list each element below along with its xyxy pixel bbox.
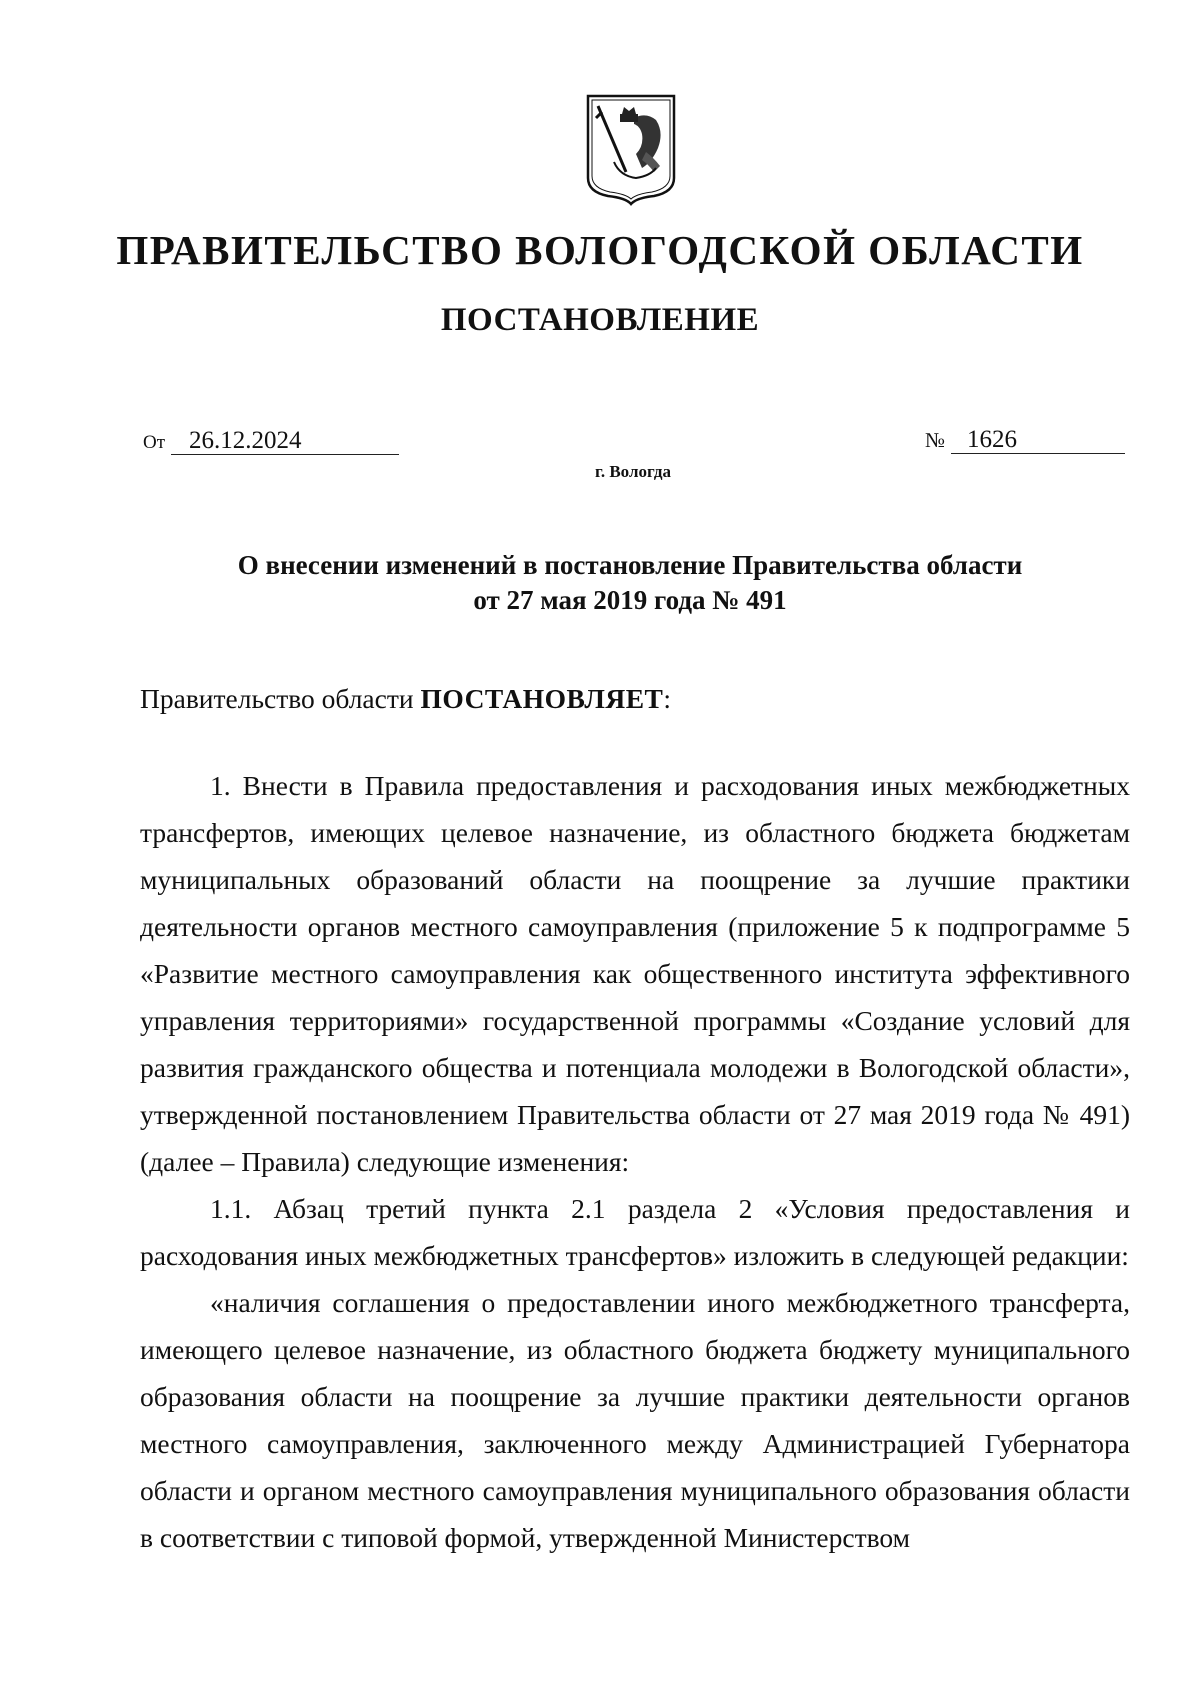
number-field (925, 427, 1125, 454)
number-value: 1626 (951, 427, 1125, 454)
paragraph-1: 1. Внести в Правила предоставления и расходования иных межбюджетных трансфертов, имеющих целевое назначение, из областного бюджета бюджетам муниципальных образований области на поощрение за лучшие практики деятельности органов местного самоуправления (приложение 5 к подпрограмме 5 «Развитие местного самоуправления как общественного института эффективного управления территориями» государственной программы «Создание условий для развития гражданского общества и потенциала молодежи в Вологодской области», утвержденной постановлением Правительства области от 27 мая 2019 года № 491) (далее – Правила) следующие изменения: (140, 770, 1130, 1177)
paragraph-1-1: 1.1. Абзац третий пункта 2.1 раздела 2 «Условия предоставления и расходования иных межбюджетных трансфертов» изложить в следующей редакции: (140, 1193, 1130, 1271)
document-subject (120, 548, 1140, 618)
date-value: 26.12.2024 (171, 428, 399, 455)
number-prefix: № (925, 428, 946, 452)
organization-title: ПРАВИТЕЛЬСТВО ВОЛОГОДСКОЙ ОБЛАСТИ (116, 227, 1084, 273)
subject-line-1: О внесении изменений в постановление Правительства области (237, 550, 1023, 580)
intro-colon: : (663, 683, 672, 714)
date-field (143, 428, 399, 455)
paragraph-quote: «наличия соглашения о предоставлении иного межбюджетного трансферта, имеющего целевое назначение, из областного бюджета бюджету муниципального образования области на поощрение за лучшие практики деятельности органов местного самоуправления, заключенного между Администрацией Губернатора области и органом местного самоуправления муниципального образования области в соответствии с типовой формой, утвержденной Министерством (140, 1287, 1130, 1553)
coat-of-arms-emblem (584, 92, 678, 206)
date-prefix: От (143, 432, 166, 453)
document-type-heading: ПОСТАНОВЛЕНИЕ (440, 302, 760, 338)
intro-bold: ПОСТАНОВЛЯЕТ (420, 683, 664, 714)
document-body (140, 675, 1130, 1561)
city-label: г. Вологда (595, 462, 671, 481)
intro-text: Правительство области (140, 683, 421, 714)
resolution-intro (140, 675, 1130, 722)
subject-line-2: от 27 мая 2019 года № 491 (473, 585, 787, 615)
